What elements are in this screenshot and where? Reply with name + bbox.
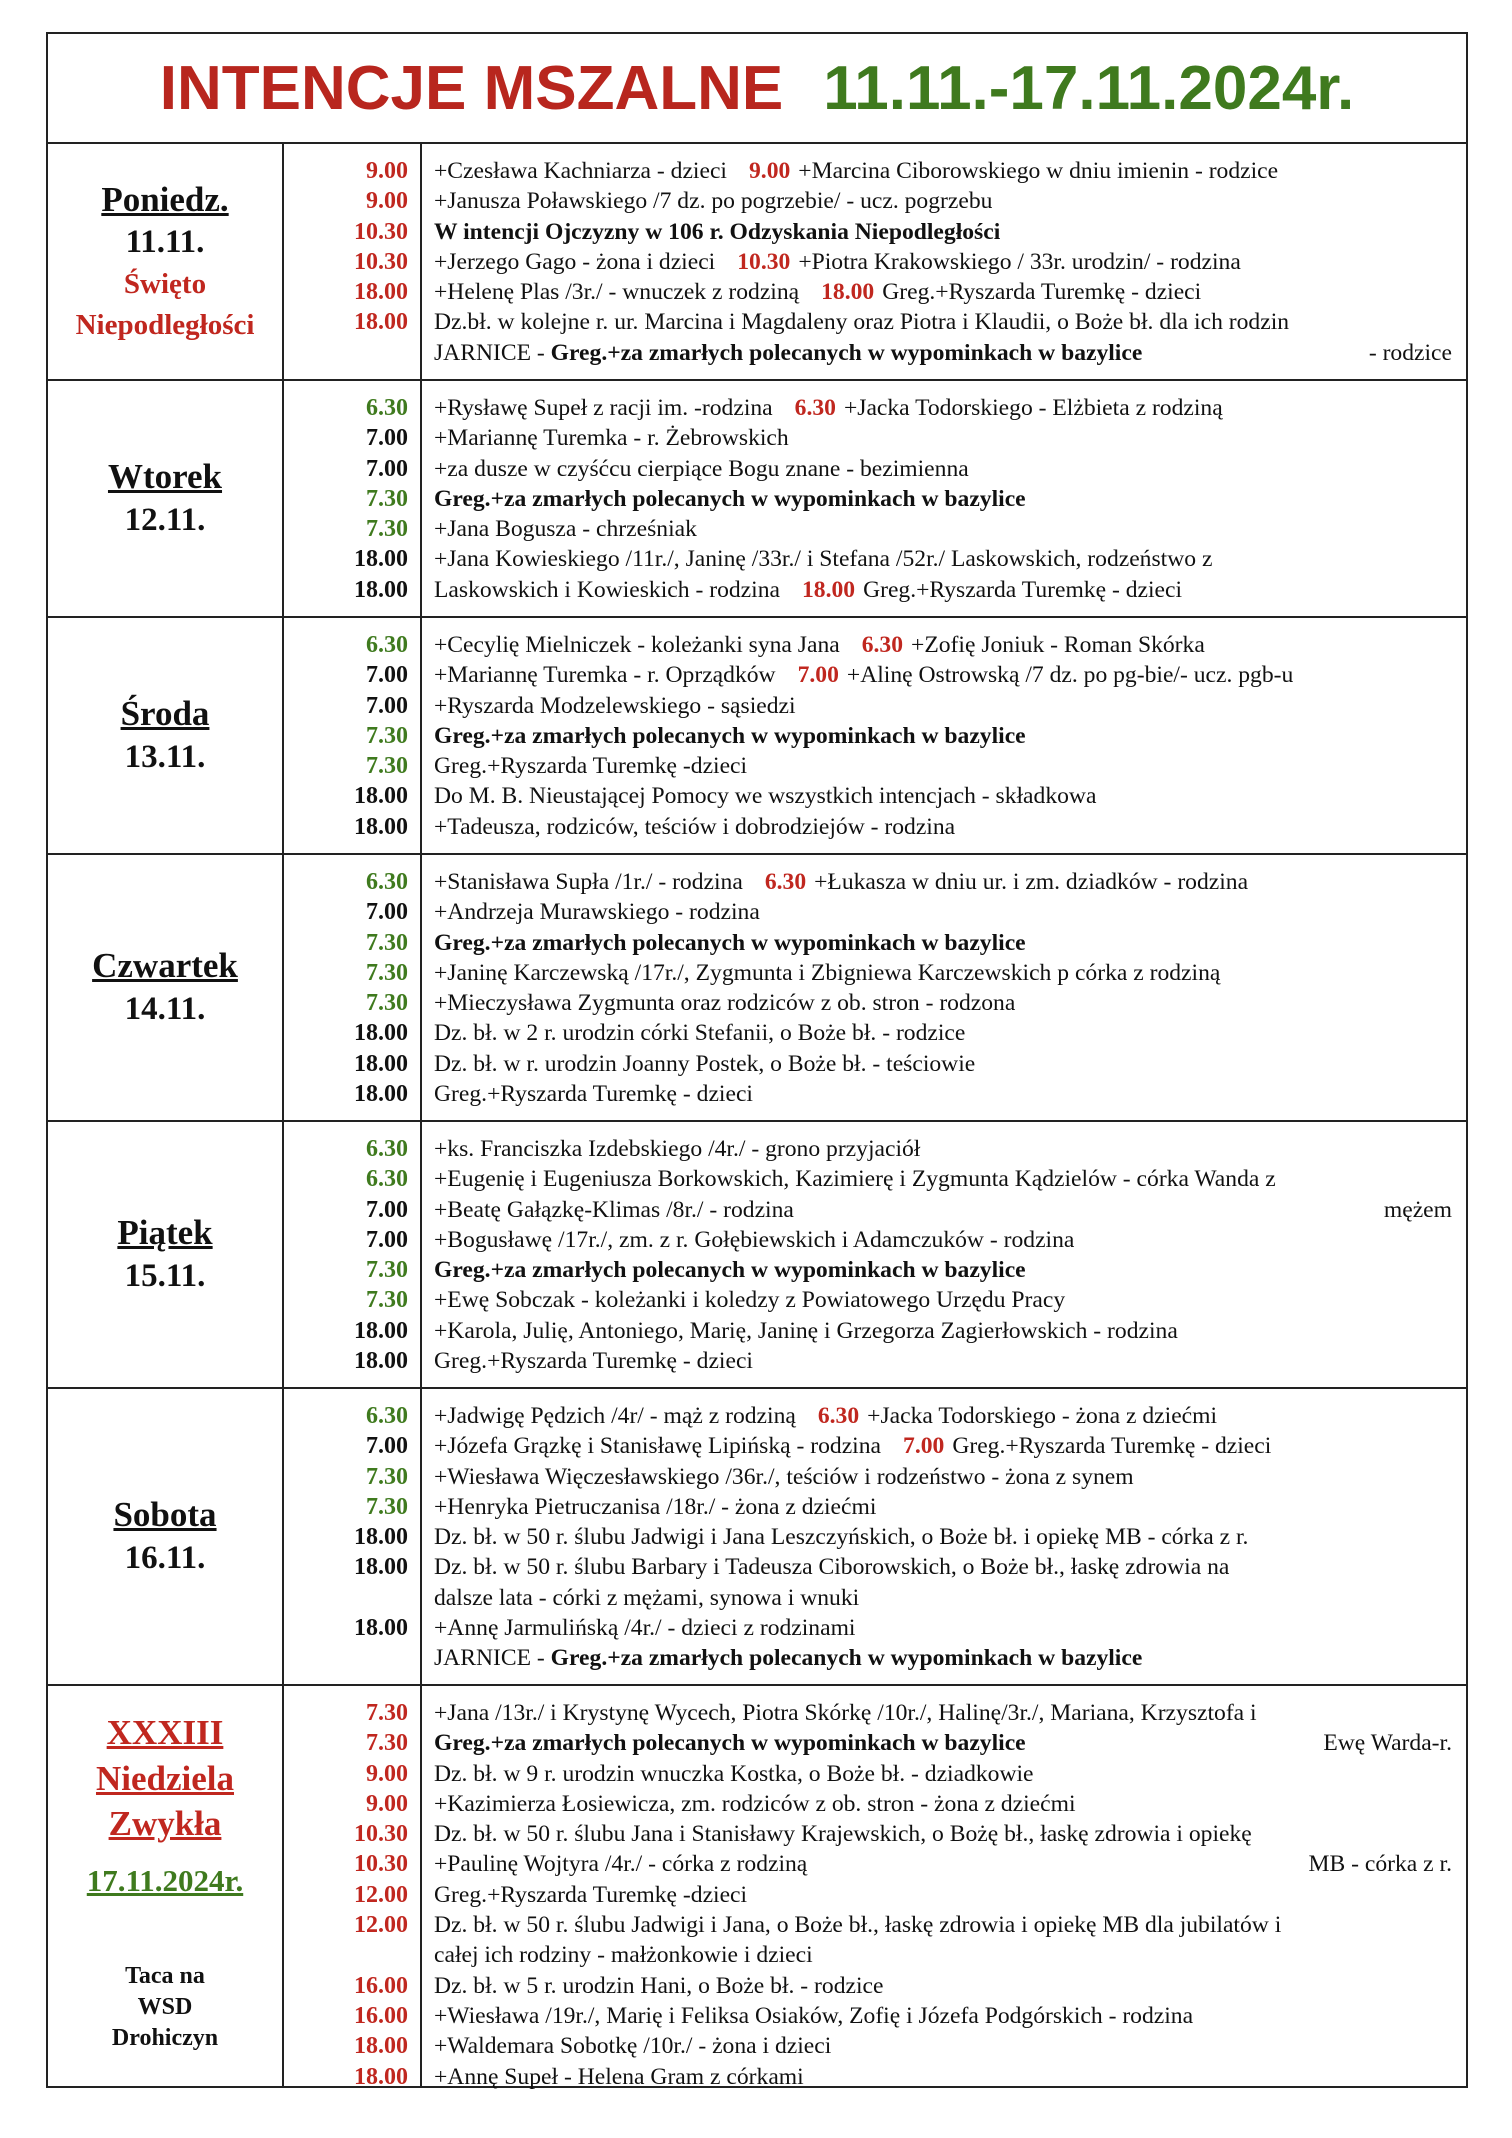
intention-text: +Józefa Grązkę i Stanisławę Lipińską - rodzina bbox=[434, 1433, 882, 1460]
intention-line bbox=[434, 1819, 1452, 1849]
intentions-column bbox=[434, 156, 1452, 368]
intention-line bbox=[434, 1698, 1452, 1728]
intention-text: +ks. Franciszka Izdebskiego /4r./ - grono przyjaciół bbox=[434, 1136, 921, 1162]
intention-text: +Jana Kowieskiego /11r./, Janinę /33r./ i Stefana /52r./ Laskowskich, rodzeństwo z bbox=[434, 546, 1213, 573]
intention-text: Dz. bł. w 50 r. ślubu Jadwigi i Jana Leszczyńskich, o Boże bł. i opiekę MB - córka z r. bbox=[434, 1524, 1249, 1551]
mass-time: 9.00 bbox=[366, 188, 408, 215]
mass-time: 7.30 bbox=[366, 516, 408, 543]
intention-line bbox=[434, 1195, 1452, 1225]
schedule-frame bbox=[46, 32, 1468, 2088]
intention-line bbox=[434, 277, 1452, 307]
mass-time: 6.30 bbox=[366, 1166, 408, 1193]
day-cell bbox=[48, 144, 282, 379]
intention-text: Dz. bł. w 50 r. ślubu Jadwigi i Jana, o Boże bł., łaskę zdrowia i opiekę MB dla jubilatów i bbox=[434, 1912, 1282, 1939]
mass-time: 18.00 bbox=[354, 1050, 408, 1077]
day-cell bbox=[48, 381, 282, 616]
intention-text: Greg.+Ryszarda Turemkę - dzieci bbox=[863, 576, 1183, 603]
intention-line bbox=[434, 1316, 1452, 1346]
intention-line bbox=[434, 484, 1452, 514]
intention-line bbox=[434, 1910, 1452, 1940]
day-date: 11.11. bbox=[125, 224, 205, 261]
mass-time: 6.30 bbox=[366, 1136, 408, 1162]
times-column bbox=[284, 1401, 414, 1674]
intention-line bbox=[434, 1583, 1452, 1613]
intention-text: +Łukasza w dniu ur. i zm. dziadków - rodzina bbox=[814, 869, 1249, 895]
intentions-column bbox=[434, 1698, 1452, 2092]
mass-time: 18.00 bbox=[354, 1615, 408, 1642]
intention-text: +Jacka Todorskiego - żona z dziećmi bbox=[867, 1403, 1218, 1429]
intention-line bbox=[434, 2031, 1452, 2061]
mass-time: 7.30 bbox=[366, 1700, 408, 1726]
inline-time: 10.30 bbox=[737, 248, 791, 275]
intention-line bbox=[434, 928, 1452, 958]
intention-line bbox=[434, 307, 1452, 337]
intention-text: Do M. B. Nieustającej Pomocy we wszystkich intencjach - składkowa bbox=[434, 783, 1097, 810]
day-name: Czwartek bbox=[92, 946, 238, 986]
intention-line bbox=[434, 1462, 1452, 1492]
inline-time: 7.00 bbox=[903, 1433, 945, 1460]
mass-time: 7.00 bbox=[366, 692, 408, 719]
day-cell bbox=[48, 1122, 282, 1387]
intention-line bbox=[434, 751, 1452, 781]
intention-text: Greg.+Ryszarda Turemkę -dzieci bbox=[434, 753, 748, 780]
collection-note bbox=[112, 1961, 218, 2055]
intention-text: +Kazimierza Łosiewicza, zm. rodziców z ob. stron - żona z dziećmi bbox=[434, 1790, 1076, 1817]
mass-time: 7.30 bbox=[366, 990, 408, 1017]
intention-text: Dz. bł. w 5 r. urodzin Hani, o Boże bł. - rodzice bbox=[434, 1972, 884, 1999]
day-block bbox=[48, 855, 1466, 1122]
day-name: Niedziela bbox=[95, 1758, 235, 1798]
mass-time: 7.30 bbox=[366, 1730, 408, 1757]
intention-text: +Henryka Pietruczanisa /18r./ - żona z dziećmi bbox=[434, 1493, 877, 1520]
intention-continuation: MB - córka z r. bbox=[1308, 1851, 1452, 1878]
mass-time: 18.00 bbox=[354, 1348, 408, 1375]
intention-text: +Jana Bogusza - chrześniak bbox=[434, 516, 697, 543]
mass-time: 18.00 bbox=[354, 783, 408, 810]
intention-line bbox=[434, 1971, 1452, 2001]
intention-text: +Mieczysława Zygmunta oraz rodziców z ob. stron - rodzona bbox=[434, 990, 1016, 1017]
intention-bold: Greg.+za zmarłych polecanych w wypominkach w bazylice bbox=[434, 1257, 1026, 1284]
intentions-column bbox=[434, 867, 1452, 1109]
day-date: 16.11. bbox=[124, 1539, 206, 1576]
mass-time: 9.00 bbox=[366, 1760, 408, 1787]
collection-line: Taca na bbox=[125, 1962, 205, 1989]
mass-time: 7.30 bbox=[366, 1287, 408, 1314]
intention-line bbox=[434, 1522, 1452, 1552]
inline-time: 6.30 bbox=[794, 395, 836, 421]
inline-time: 7.00 bbox=[797, 662, 839, 689]
mass-time: 18.00 bbox=[354, 546, 408, 573]
intention-text: +Waldemara Sobotkę /10r./ - żona i dzieci bbox=[434, 2033, 832, 2060]
intention-line bbox=[434, 1285, 1452, 1315]
intention-text: +Annę Supeł - Helena Gram z córkami bbox=[434, 2063, 804, 2090]
intention-line bbox=[434, 1431, 1452, 1461]
inline-time: 6.30 bbox=[764, 869, 807, 895]
intention-line bbox=[434, 514, 1452, 544]
intention-text: +Andrzeja Murawskiego - rodzina bbox=[434, 899, 760, 926]
intention-text: JARNICE - bbox=[434, 1645, 551, 1672]
mass-time bbox=[284, 1643, 414, 1673]
intention-text: +Paulinę Wojtyra /4r./ - córka z rodziną bbox=[434, 1851, 808, 1878]
intention-text: Dz. bł. w r. urodzin Joanny Postek, o Boże bł. - teściowie bbox=[434, 1050, 976, 1077]
intention-line bbox=[434, 544, 1452, 574]
day-cell bbox=[48, 1389, 282, 1684]
intention-line bbox=[434, 2001, 1452, 2031]
intention-line bbox=[434, 1164, 1452, 1194]
intention-bold: Greg.+za zmarłych polecanych w wypominkach w bazylice bbox=[434, 929, 1026, 956]
day-name: Zwykła bbox=[108, 1804, 222, 1843]
times-column bbox=[284, 156, 414, 368]
intention-text: +Annę Jarmulińską /4r./ - dzieci z rodzinami bbox=[434, 1615, 856, 1642]
intention-text: Greg.+Ryszarda Turemkę - dzieci bbox=[882, 279, 1202, 306]
inline-time: 6.30 bbox=[861, 632, 904, 658]
intention-line bbox=[434, 454, 1452, 484]
intention-text: +Jana /13r./ i Krystynę Wycech, Piotra Skórkę /10r./, Halinę/3r./, Mariana, Krzysztofa i bbox=[434, 1700, 1257, 1726]
intention-line bbox=[434, 247, 1452, 277]
intention-continuation: mężem bbox=[1383, 1196, 1452, 1223]
intention-line bbox=[434, 1759, 1452, 1789]
intention-bold: Greg.+za zmarłych polecanych w wypominkach w bazylice bbox=[434, 1730, 1026, 1757]
intention-line bbox=[434, 1643, 1452, 1673]
intention-text: +Marcina Ciborowskiego w dniu imienin - rodzice bbox=[798, 158, 1279, 184]
mass-time: 12.00 bbox=[354, 1881, 408, 1908]
mass-time: 10.30 bbox=[354, 1851, 408, 1878]
intention-line bbox=[434, 660, 1452, 690]
inline-time: 6.30 bbox=[817, 1403, 860, 1429]
intention-line bbox=[434, 1728, 1452, 1758]
intention-line bbox=[434, 1225, 1452, 1255]
intention-text: całej ich rodziny - małżonkowie i dzieci bbox=[434, 1942, 813, 1969]
intention-line bbox=[434, 156, 1452, 186]
intention-line bbox=[434, 423, 1452, 453]
intention-line bbox=[434, 1492, 1452, 1522]
intention-line bbox=[434, 1849, 1452, 1879]
intention-bold: Greg.+za zmarłych polecanych w wypominkach w bazylice bbox=[550, 339, 1143, 366]
mass-time: 18.00 bbox=[354, 1524, 408, 1551]
intention-line bbox=[434, 1789, 1452, 1819]
mass-time: 18.00 bbox=[354, 279, 408, 306]
holiday-note: Święto bbox=[123, 268, 207, 301]
mass-time: 7.00 bbox=[366, 425, 408, 452]
intention-line bbox=[434, 575, 1452, 605]
mass-time: 16.00 bbox=[354, 1972, 408, 1999]
mass-time: 18.00 bbox=[354, 813, 408, 840]
mass-time: 7.30 bbox=[366, 929, 408, 956]
mass-time: 10.30 bbox=[354, 218, 408, 245]
intention-continuation: - rodzice bbox=[1368, 339, 1452, 366]
intention-text: Greg.+Ryszarda Turemkę - dzieci bbox=[434, 1081, 753, 1108]
day-date: 13.11. bbox=[124, 738, 206, 775]
day-name: Poniedz. bbox=[101, 179, 229, 219]
day-block bbox=[48, 1686, 1466, 2090]
intention-text: +Piotra Krakowskiego / 33r. urodzin/ - rodzina bbox=[798, 248, 1241, 275]
intention-text: +Cecylię Mielniczek - koleżanki syna Jana bbox=[434, 632, 840, 658]
times-column bbox=[284, 1698, 414, 2092]
intention-text: +Alinę Ostrowską /7 dz. po pg-bie/- ucz. pgb-u bbox=[846, 662, 1294, 689]
intention-text: +Ewę Sobczak - koleżanki i koledzy z Powiatowego Urzędu Pracy bbox=[434, 1287, 1066, 1314]
intention-line bbox=[434, 1079, 1452, 1109]
day-name: Środa bbox=[120, 694, 210, 734]
intention-line bbox=[434, 1552, 1452, 1582]
title-dates: 11.11.-17.11.2024r. bbox=[823, 53, 1355, 123]
intention-text: Greg.+Ryszarda Turemkę -dzieci bbox=[434, 1881, 748, 1908]
intention-text: +Jadwigę Pędzich /4r/ - mąż z rodziną bbox=[434, 1403, 796, 1429]
intention-text: +Rysławę Supeł z racji im. -rodzina bbox=[434, 395, 773, 421]
intention-line bbox=[434, 1049, 1452, 1079]
intention-line bbox=[434, 2062, 1452, 2092]
day-cell bbox=[48, 618, 282, 853]
intention-text: +Jacka Todorskiego - Elżbieta z rodziną bbox=[843, 395, 1223, 421]
mass-time: 18.00 bbox=[354, 1317, 408, 1344]
intention-text: +Eugenię i Eugeniusza Borkowskich, Kazimierę i Zygmunta Kądzielów - córka Wanda z bbox=[434, 1166, 1276, 1193]
intention-line bbox=[434, 691, 1452, 721]
day-cell bbox=[48, 855, 282, 1120]
mass-time: 16.00 bbox=[354, 2002, 408, 2029]
page-title bbox=[48, 34, 1466, 144]
times-column bbox=[284, 393, 414, 605]
mass-time: 6.30 bbox=[366, 1403, 408, 1429]
intention-line bbox=[434, 1880, 1452, 1910]
title-main: INTENCJE MSZALNE bbox=[159, 53, 784, 123]
intention-line bbox=[434, 1401, 1452, 1431]
intentions-column bbox=[434, 630, 1452, 842]
intention-line bbox=[434, 812, 1452, 842]
mass-time: 7.00 bbox=[366, 1226, 408, 1253]
intention-text: Dz. bł. w 2 r. urodzin córki Stefanii, o Boże bł. - rodzice bbox=[434, 1020, 966, 1047]
intention-text: +Mariannę Turemka - r. Oprządków bbox=[434, 662, 776, 689]
intention-bold: Greg.+za zmarłych polecanych w wypominkach w bazylice bbox=[550, 1645, 1143, 1672]
mass-time: 18.00 bbox=[354, 1020, 408, 1047]
intention-line bbox=[434, 1613, 1452, 1643]
intention-text: dalsze lata - córki z mężami, synowa i wnuki bbox=[434, 1584, 860, 1611]
day-cell bbox=[48, 1686, 282, 2090]
intention-text: Dz.bł. w kolejne r. ur. Marcina i Magdaleny oraz Piotra i Klaudii, o Boże bł. dla ich rodzin bbox=[434, 309, 1290, 336]
day-date: 14.11. bbox=[124, 990, 206, 1027]
intention-line bbox=[434, 630, 1452, 660]
intention-text: +Zofię Joniuk - Roman Skórka bbox=[911, 632, 1205, 658]
intention-text: Dz. bł. w 9 r. urodzin wnuczka Kostka, o Boże bł. - dziadkowie bbox=[434, 1760, 1034, 1787]
intention-text: Laskowskich i Kowieskich - rodzina bbox=[434, 576, 780, 603]
day-name: XXXIII bbox=[106, 1713, 224, 1752]
intention-bold: Greg.+za zmarłych polecanych w wypominkach w bazylice bbox=[434, 485, 1026, 512]
inline-time: 9.00 bbox=[749, 158, 791, 184]
intention-line bbox=[434, 393, 1452, 423]
times-column bbox=[284, 1134, 414, 1376]
mass-time: 7.30 bbox=[366, 1257, 408, 1284]
collection-line: Drohiczyn bbox=[111, 2025, 219, 2052]
mass-time: 7.00 bbox=[366, 899, 408, 926]
intention-line bbox=[434, 781, 1452, 811]
day-date: 12.11. bbox=[124, 501, 206, 538]
mass-time: 9.00 bbox=[366, 158, 408, 184]
intentions-column bbox=[434, 1134, 1452, 1376]
day-block bbox=[48, 144, 1466, 381]
mass-time bbox=[284, 338, 414, 368]
day-name: Wtorek bbox=[107, 457, 223, 497]
intention-text: +za dusze w czyśćcu cierpiące Bogu znane - bezimienna bbox=[434, 455, 969, 482]
intention-line bbox=[434, 1940, 1452, 1970]
mass-time: 7.00 bbox=[366, 1433, 408, 1460]
mass-time: 10.30 bbox=[354, 1821, 408, 1848]
intention-text: +Helenę Plas /3r./ - wnuczek z rodziną bbox=[434, 279, 800, 306]
intention-line bbox=[434, 988, 1452, 1018]
intention-text: +Wiesława /19r./, Marię i Feliksa Osiaków, Zofię i Józefa Podgórskich - rodzina bbox=[434, 2002, 1194, 2029]
intention-line bbox=[434, 721, 1452, 751]
inline-time: 18.00 bbox=[821, 279, 875, 306]
mass-time: 18.00 bbox=[354, 1081, 408, 1108]
intention-text: +Stanisława Supła /1r./ - rodzina bbox=[434, 869, 743, 895]
mass-time: 6.30 bbox=[366, 869, 408, 895]
day-block bbox=[48, 1122, 1466, 1389]
day-date: 15.11. bbox=[124, 1257, 206, 1294]
day-block bbox=[48, 381, 1466, 618]
mass-time: 7.00 bbox=[366, 455, 408, 482]
mass-time: 18.00 bbox=[354, 576, 408, 603]
intention-line bbox=[434, 217, 1452, 247]
day-name: Sobota bbox=[113, 1495, 217, 1535]
times-column bbox=[284, 630, 414, 842]
holiday-note: Niepodległości bbox=[75, 308, 255, 341]
mass-time bbox=[284, 1583, 414, 1613]
intention-line bbox=[434, 958, 1452, 988]
mass-time: 12.00 bbox=[354, 1912, 408, 1939]
intention-text: Dz. bł. w 50 r. ślubu Jana i Stanisławy Krajewskich, o Bożę bł., łaskę zdrowia i opiekę bbox=[434, 1821, 1252, 1848]
intention-bold: Greg.+za zmarłych polecanych w wypominkach w bazylice bbox=[434, 722, 1026, 749]
intention-line bbox=[434, 1346, 1452, 1376]
inline-time: 18.00 bbox=[801, 576, 856, 603]
mass-time: 7.00 bbox=[366, 1196, 408, 1223]
intention-line bbox=[434, 897, 1452, 927]
intention-line bbox=[434, 1255, 1452, 1285]
intentions-column bbox=[434, 1401, 1452, 1674]
intention-text: Greg.+Ryszarda Turemkę - dzieci bbox=[952, 1433, 1272, 1460]
times-column bbox=[284, 867, 414, 1109]
mass-time: 7.00 bbox=[366, 662, 408, 689]
intention-line bbox=[434, 1018, 1452, 1048]
intention-text: +Czesława Kachniarza - dzieci bbox=[434, 158, 727, 184]
intention-text: +Mariannę Turemka - r. Żebrowskich bbox=[434, 425, 789, 452]
mass-time: 18.00 bbox=[354, 1554, 408, 1581]
mass-time: 10.30 bbox=[354, 248, 408, 275]
intention-bold: W intencji Ojczyzny w 106 r. Odzyskania Niepodległości bbox=[434, 218, 1001, 245]
intention-text: Dz. bł. w 50 r. ślubu Barbary i Tadeusza Ciborowskich, o Boże bł., łaskę zdrowia na bbox=[434, 1554, 1230, 1581]
mass-time: 6.30 bbox=[366, 632, 408, 658]
mass-time: 7.30 bbox=[366, 959, 408, 986]
mass-time: 7.30 bbox=[366, 753, 408, 780]
intention-text: +Tadeusza, rodziców, teściów i dobrodziejów - rodzina bbox=[434, 813, 956, 840]
intention-line bbox=[434, 867, 1452, 897]
mass-time: 9.00 bbox=[366, 1790, 408, 1817]
mass-time: 18.00 bbox=[354, 2063, 408, 2090]
intention-text: +Ryszarda Modzelewskiego - sąsiedzi bbox=[434, 692, 796, 719]
mass-time bbox=[284, 1940, 414, 1970]
mass-time: 18.00 bbox=[354, 309, 408, 336]
collection-line: WSD bbox=[137, 1993, 193, 2020]
intention-text: +Janusza Poławskiego /7 dz. po pogrzebie/ - ucz. pogrzebu bbox=[434, 188, 993, 215]
intention-continuation: Ewę Warda-r. bbox=[1323, 1730, 1452, 1757]
mass-time: 6.30 bbox=[366, 395, 408, 421]
intention-line bbox=[434, 186, 1452, 216]
intention-text: +Wiesława Więczesławskiego /36r./, teściów i rodzeństwo - żona z synem bbox=[434, 1463, 1134, 1490]
mass-time: 7.30 bbox=[366, 722, 408, 749]
day-block bbox=[48, 618, 1466, 855]
intention-line bbox=[434, 1134, 1452, 1164]
day-date: 17.11.2024r. bbox=[86, 1862, 244, 1898]
intention-text: Greg.+Ryszarda Turemkę - dzieci bbox=[434, 1348, 753, 1375]
intention-line bbox=[434, 338, 1452, 368]
intention-text: +Jerzego Gago - żona i dzieci bbox=[434, 248, 716, 275]
intention-text: +Bogusławę /17r./, zm. z r. Gołębiewskich i Adamczuków - rodzina bbox=[434, 1226, 1075, 1253]
mass-time: 7.30 bbox=[366, 1493, 408, 1520]
day-name: Piątek bbox=[117, 1213, 213, 1253]
intention-text: +Karola, Julię, Antoniego, Marię, Janinę i Grzegorza Zagierłowskich - rodzina bbox=[434, 1317, 1178, 1344]
mass-time: 7.30 bbox=[366, 485, 408, 512]
day-block bbox=[48, 1389, 1466, 1686]
intention-text: +Janinę Karczewską /17r./, Zygmunta i Zbigniewa Karczewskich p córka z rodziną bbox=[434, 959, 1221, 986]
intention-text: JARNICE - bbox=[434, 339, 551, 366]
mass-time: 18.00 bbox=[354, 2033, 408, 2060]
intention-text: +Beatę Gałązkę-Klimas /8r./ - rodzina bbox=[434, 1196, 794, 1223]
intentions-column bbox=[434, 393, 1452, 605]
mass-time: 7.30 bbox=[366, 1463, 408, 1490]
